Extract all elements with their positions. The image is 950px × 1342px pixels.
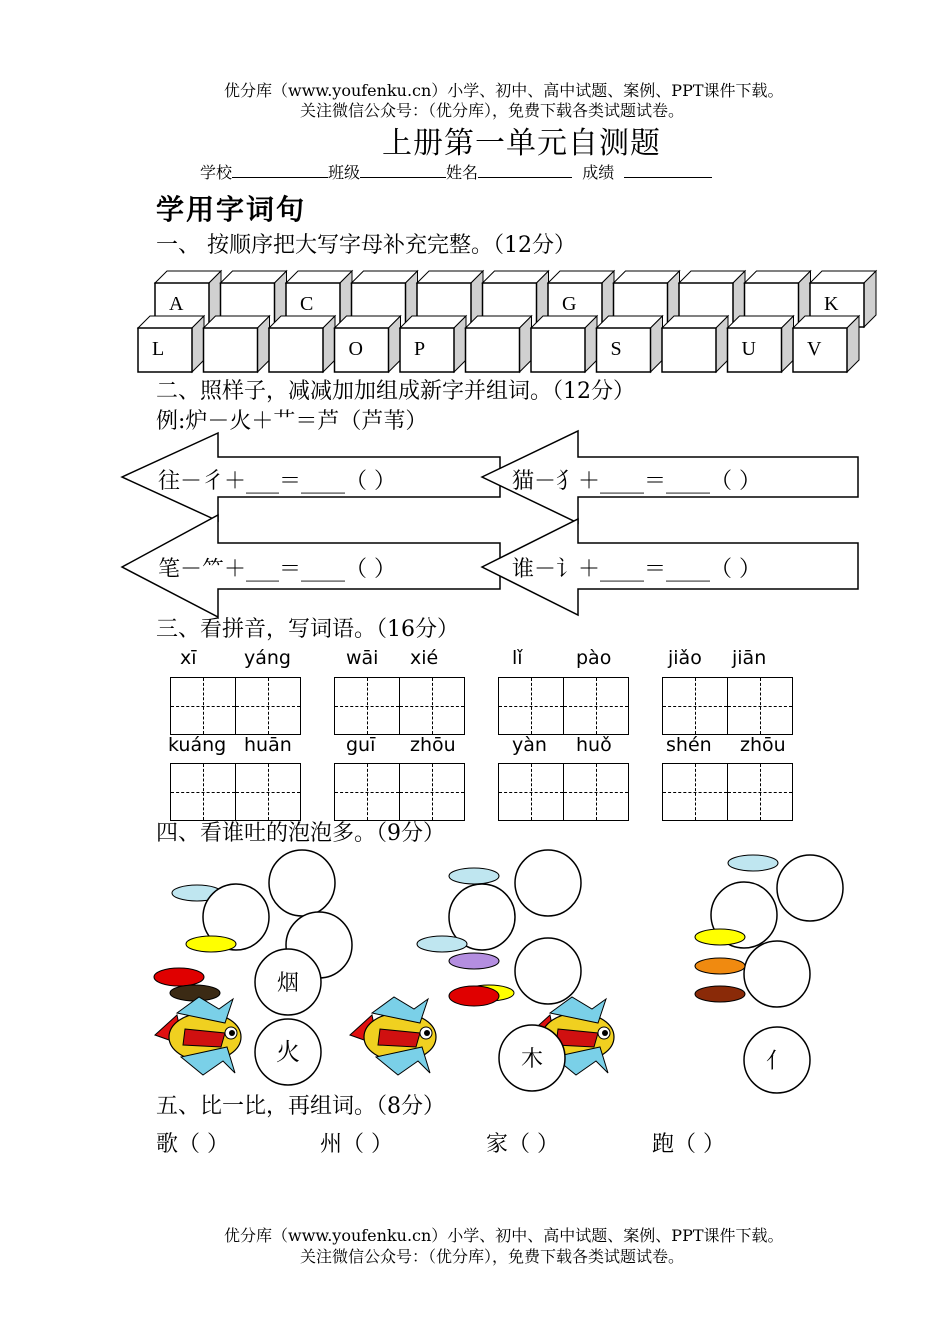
- writing-grid[interactable]: [498, 677, 629, 735]
- cube-letter: K: [824, 293, 839, 315]
- part-title: 学用字词句: [156, 193, 307, 226]
- q5-item-3: 家（ ）: [486, 1132, 559, 1157]
- name-label: 姓名: [446, 163, 479, 182]
- pinyin: wāi: [346, 647, 379, 669]
- info-line: [200, 160, 712, 183]
- writing-grid[interactable]: [170, 763, 301, 821]
- writing-grid[interactable]: [334, 677, 465, 735]
- writing-grid[interactable]: [662, 677, 793, 735]
- score-blank[interactable]: [624, 177, 712, 178]
- writing-grid[interactable]: [334, 763, 465, 821]
- pinyin: xī: [180, 647, 197, 669]
- letter-cubes: [130, 265, 890, 375]
- header-line1: 优分库（www.youfenku.cn）小学、初中、高中试题、案例、PPT课件下载。: [224, 81, 784, 100]
- pinyin: yàn: [512, 734, 547, 756]
- letter-cube[interactable]: [793, 316, 859, 372]
- bubble-char: 木: [520, 1046, 544, 1071]
- class-blank[interactable]: [360, 177, 446, 178]
- pinyin: zhōu: [740, 734, 786, 756]
- q2-item-3: 笔－⺮＋___＝____（ ）: [158, 557, 396, 582]
- q2-item-1: 往－彳＋___＝____（ ）: [158, 469, 396, 494]
- footer-line1: 优分库（www.youfenku.cn）小学、初中、高中试题、案例、PPT课件下载。: [224, 1226, 784, 1245]
- pinyin: xié: [410, 647, 439, 669]
- pinyin: huǒ: [576, 734, 612, 756]
- q2-item-4: 谁－讠＋____＝____（ ）: [512, 557, 761, 582]
- bubble-figure: [150, 845, 870, 1095]
- letter-cube[interactable]: [662, 316, 728, 372]
- q5-title: 五、比一比，再组词。（8分）: [156, 1094, 445, 1119]
- pinyin: huān: [244, 734, 292, 756]
- cube-letter: G: [562, 293, 577, 315]
- letter-cube[interactable]: [597, 316, 663, 372]
- cube-letter: V: [807, 338, 822, 360]
- q5-item-4: 跑（ ）: [652, 1132, 725, 1157]
- q1-title: 一、 按顺序把大写字母补充完整。（12分）: [156, 233, 576, 258]
- pinyin: guī: [346, 734, 376, 756]
- q3-title: 三、看拼音，写词语。（16分）: [156, 617, 459, 642]
- writing-grid[interactable]: [662, 763, 793, 821]
- letter-cube[interactable]: [400, 316, 466, 372]
- cube-letter: C: [300, 293, 314, 315]
- q5-item-2: 州（ ）: [320, 1132, 393, 1157]
- q2-title: 二、照样子，减减加加组成新字并组词。（12分）: [156, 379, 635, 404]
- footer-line2: 关注微信公众号：（优分库），免费下载各类试题试卷。: [300, 1247, 685, 1266]
- q2-item-2: 猫－犭＋____＝____（ ）: [512, 469, 761, 494]
- letter-cube[interactable]: [138, 316, 204, 372]
- cube-letter: S: [610, 338, 622, 360]
- letter-cube[interactable]: [335, 316, 401, 372]
- pinyin: jiǎo: [668, 647, 702, 669]
- cube-letter: O: [348, 338, 363, 360]
- bubble-char: 烟: [276, 970, 300, 995]
- pinyin: jiān: [732, 647, 767, 669]
- letter-cube[interactable]: [728, 316, 794, 372]
- pinyin: yáng: [244, 647, 291, 669]
- letter-cube[interactable]: [269, 316, 335, 372]
- letter-cube[interactable]: [204, 316, 270, 372]
- school-label: 学校: [200, 163, 233, 182]
- cube-letter: A: [169, 293, 184, 315]
- arrow-figure: [110, 425, 870, 620]
- q2-example: 例:炉－火＋艹＝芦（芦苇）: [156, 409, 428, 434]
- header-line2: 关注微信公众号：（优分库），免费下载各类试题试卷。: [300, 101, 685, 120]
- q4-title: 四、看谁吐的泡泡多。（9分）: [156, 821, 445, 846]
- pinyin: zhōu: [410, 734, 456, 756]
- cube-letter: L: [152, 338, 165, 360]
- letter-cube[interactable]: [531, 316, 597, 372]
- cube-letter: U: [741, 338, 756, 360]
- page-title: 上册第一单元自测题: [382, 126, 661, 161]
- bubble-char: 亻: [765, 1048, 789, 1073]
- pinyin: shén: [666, 734, 712, 756]
- cube-letter: P: [414, 338, 426, 360]
- writing-grid[interactable]: [498, 763, 629, 821]
- writing-grid[interactable]: [170, 677, 301, 735]
- pinyin: pào: [576, 647, 612, 669]
- score-label: 成绩: [582, 163, 615, 182]
- pinyin: kuáng: [168, 734, 227, 756]
- letter-cube[interactable]: [466, 316, 532, 372]
- school-blank[interactable]: [232, 177, 328, 178]
- q5-item-1: 歌（ ）: [156, 1132, 229, 1157]
- class-label: 班级: [328, 163, 361, 182]
- name-blank[interactable]: [478, 177, 572, 178]
- pinyin: lǐ: [512, 647, 523, 669]
- bubble-char: 火: [276, 1040, 300, 1066]
